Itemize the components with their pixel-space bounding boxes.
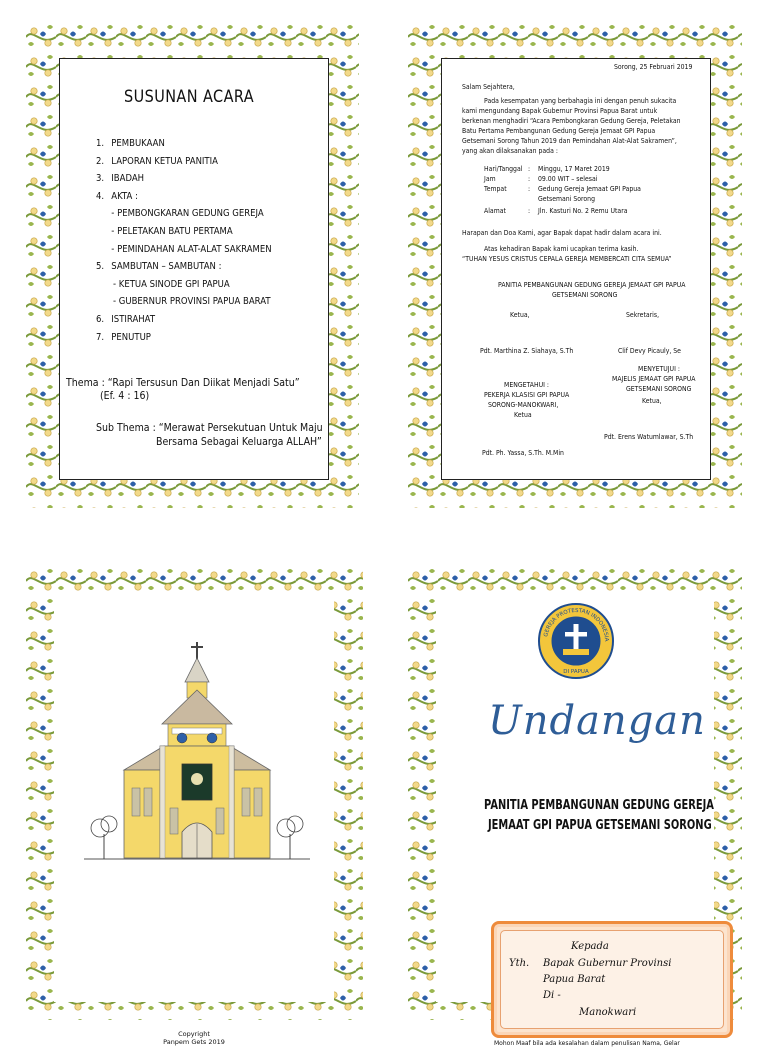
church-illustration [84,638,310,868]
letter-body-line: kami mengundang Bapak Gubernur Provinsi Papua Barat untuk [462,107,658,115]
address-city: Manokwari [579,1007,637,1018]
detail-label: Alamat [484,207,506,215]
schedule-page [26,22,359,508]
detail-label: Tempat [484,185,507,193]
chair-name: Pdt. Marthina Z. Siahaya, S.Th [480,347,574,355]
letter-hope: Harapan dan Doa Kami, agar Bapak dapat hadir dalam acara ini. [462,229,662,237]
detail-colon: : [528,165,531,173]
know-name: Pdt. Ph. Yassa, S.Th. M.Min [482,449,564,457]
subtheme-line-2: Bersama Sebagai Keluarga ALLAH” [156,436,322,448]
know-org-2: SORONG-MANOKWARI, [488,401,559,409]
address-line-1: Bapak Gubernur Provinsi [543,958,672,969]
detail-value: Minggu, 17 Maret 2019 [538,165,610,173]
invitation-cover-page [408,566,742,1047]
detail-value: Gedung Gereja Jemaat GPI Papua [538,185,641,193]
letter-body-line: Getsemani Sorong Tahun 2019 dan Pemindahan Alat-Alat Sakramen”, [462,137,677,145]
detail-colon: : [528,175,531,183]
copyright-block [54,1030,334,1046]
approve-label: MENYETUJUI : [638,365,680,373]
invitation-content [436,598,714,1047]
schedule-title: SUSUNAN ACARA [124,87,255,107]
church-logo-icon [537,602,615,680]
secretary-name: Clif Devy Picauly, Se [618,347,681,355]
detail-label: Hari/Tanggal [484,165,523,173]
subtheme-line-1: Sub Thema : “Merawat Persekutuan Untuk Maju [96,422,323,434]
cover-art-page [26,566,363,1046]
address-box [491,921,733,1038]
letter-body-line: Pada kesempatan yang berbahagia ini dengan penuh sukacita [484,97,677,105]
theme-line: Thema : “Rapi Tersusun Dan Diikat Menjadi Satu” [66,377,300,389]
approve-org-2: GETSEMANI SORONG [626,385,692,393]
approve-role: Ketua, [642,397,662,405]
letter-motto: “TUHAN YESUS CRISTUS CEPALA GEREJA MEMBERCATI CITA SEMUA” [462,255,672,263]
schedule-list [96,135,303,346]
know-label: MENGETAHUI : [504,381,549,389]
theme-reference: (Ef. 4 : 16) [100,390,150,402]
approve-org-1: MAJELIS JEMAAT GPI PAPUA [612,375,696,383]
logo-text-top: GEREJA PROTESTAN INDONESIA [543,607,610,642]
detail-value: Jln. Kasturi No. 2 Remu Utara [538,207,628,215]
address-yth: Yth. [509,958,530,969]
list-item: 5. SAMBUTAN – SAMBUTAN : [96,261,222,273]
committee-line-1: PANITIA PEMBANGUNAN GEDUNG GEREJA JEMAAT GPI PAPUA [498,281,686,289]
committee-line-2: GETSEMANI SORONG [552,291,618,299]
letter-page [408,22,742,508]
schedule-content [59,58,329,480]
list-item: - PEMBONGKARAN GEDUNG GEREJA [111,208,264,220]
committee-line-1: PANITIA PEMBANGUNAN GEDUNG GEREJA [484,798,714,813]
letter-greeting: Salam Sejahtera, [462,83,515,91]
list-item: 2. LAPORAN KETUA PANITIA [96,155,218,167]
detail-colon: : [528,185,531,193]
apology-note: Mohon Maaf bila ada kesalahan dalam penulisan Nama, Gelar [494,1040,680,1047]
invitation-title: Undangan [488,698,706,744]
detail-value: 09.00 WIT – selesai [538,175,598,183]
detail-label: Jam [484,175,496,183]
address-line-3: Di - [543,990,561,1001]
list-item: 4. AKTA : [96,190,138,202]
secretary-role: Sekretaris, [626,311,660,319]
list-item: 3. IBADAH [96,173,145,185]
copyright-line-1: Copyright [178,1030,210,1038]
list-item: 1. PEMBUKAAN [96,138,165,149]
list-item: - PELETAKAN BATU PERTAMA [111,225,233,237]
list-item: 7. PENUTUP [96,331,151,343]
letter-thanks: Atas kehadiran Bapak kami ucapkan terima kasih. [484,245,639,253]
approve-name: Pdt. Erens Watumlawar, S.Th [604,433,694,441]
logo-text-bottom: DI PAPUA [563,669,589,675]
list-item: - PEMINDAHAN ALAT-ALAT SAKRAMEN [111,243,272,255]
know-role: Ketua [514,411,532,419]
chair-role: Ketua, [510,311,530,319]
address-line-2: Papua Barat [543,974,606,985]
know-org-1: PEKERJA KLASISI GPI PAPUA [484,391,570,399]
letter-body-line: yang akan dilaksanakan pada : [462,147,558,155]
address-to: Kepada [571,941,609,952]
list-item: - GUBERNUR PROVINSI PAPUA BARAT [113,296,271,308]
letter-content [441,58,711,480]
list-item: - KETUA SINODE GPI PAPUA [113,278,230,290]
detail-value: Getsemani Sorong [538,195,595,203]
letter-body-line: Batu Pertama Pembangunan Gedung Gereja Jemaat GPI Papua [462,127,656,135]
letter-body-line: berkenan menghadiri “Acara Pembongkaran Gedung Gereja, Peletakan [462,117,681,125]
list-item: 6. ISTIRAHAT [96,313,156,325]
detail-colon: : [528,207,531,215]
cover-art-content [54,598,334,1046]
letter-date: Sorong, 25 Februari 2019 [614,63,693,71]
committee-line-2: JEMAAT GPI PAPUA GETSEMANI SORONG [488,818,712,833]
copyright-line-2: Panpem Gets 2019 [163,1038,225,1046]
